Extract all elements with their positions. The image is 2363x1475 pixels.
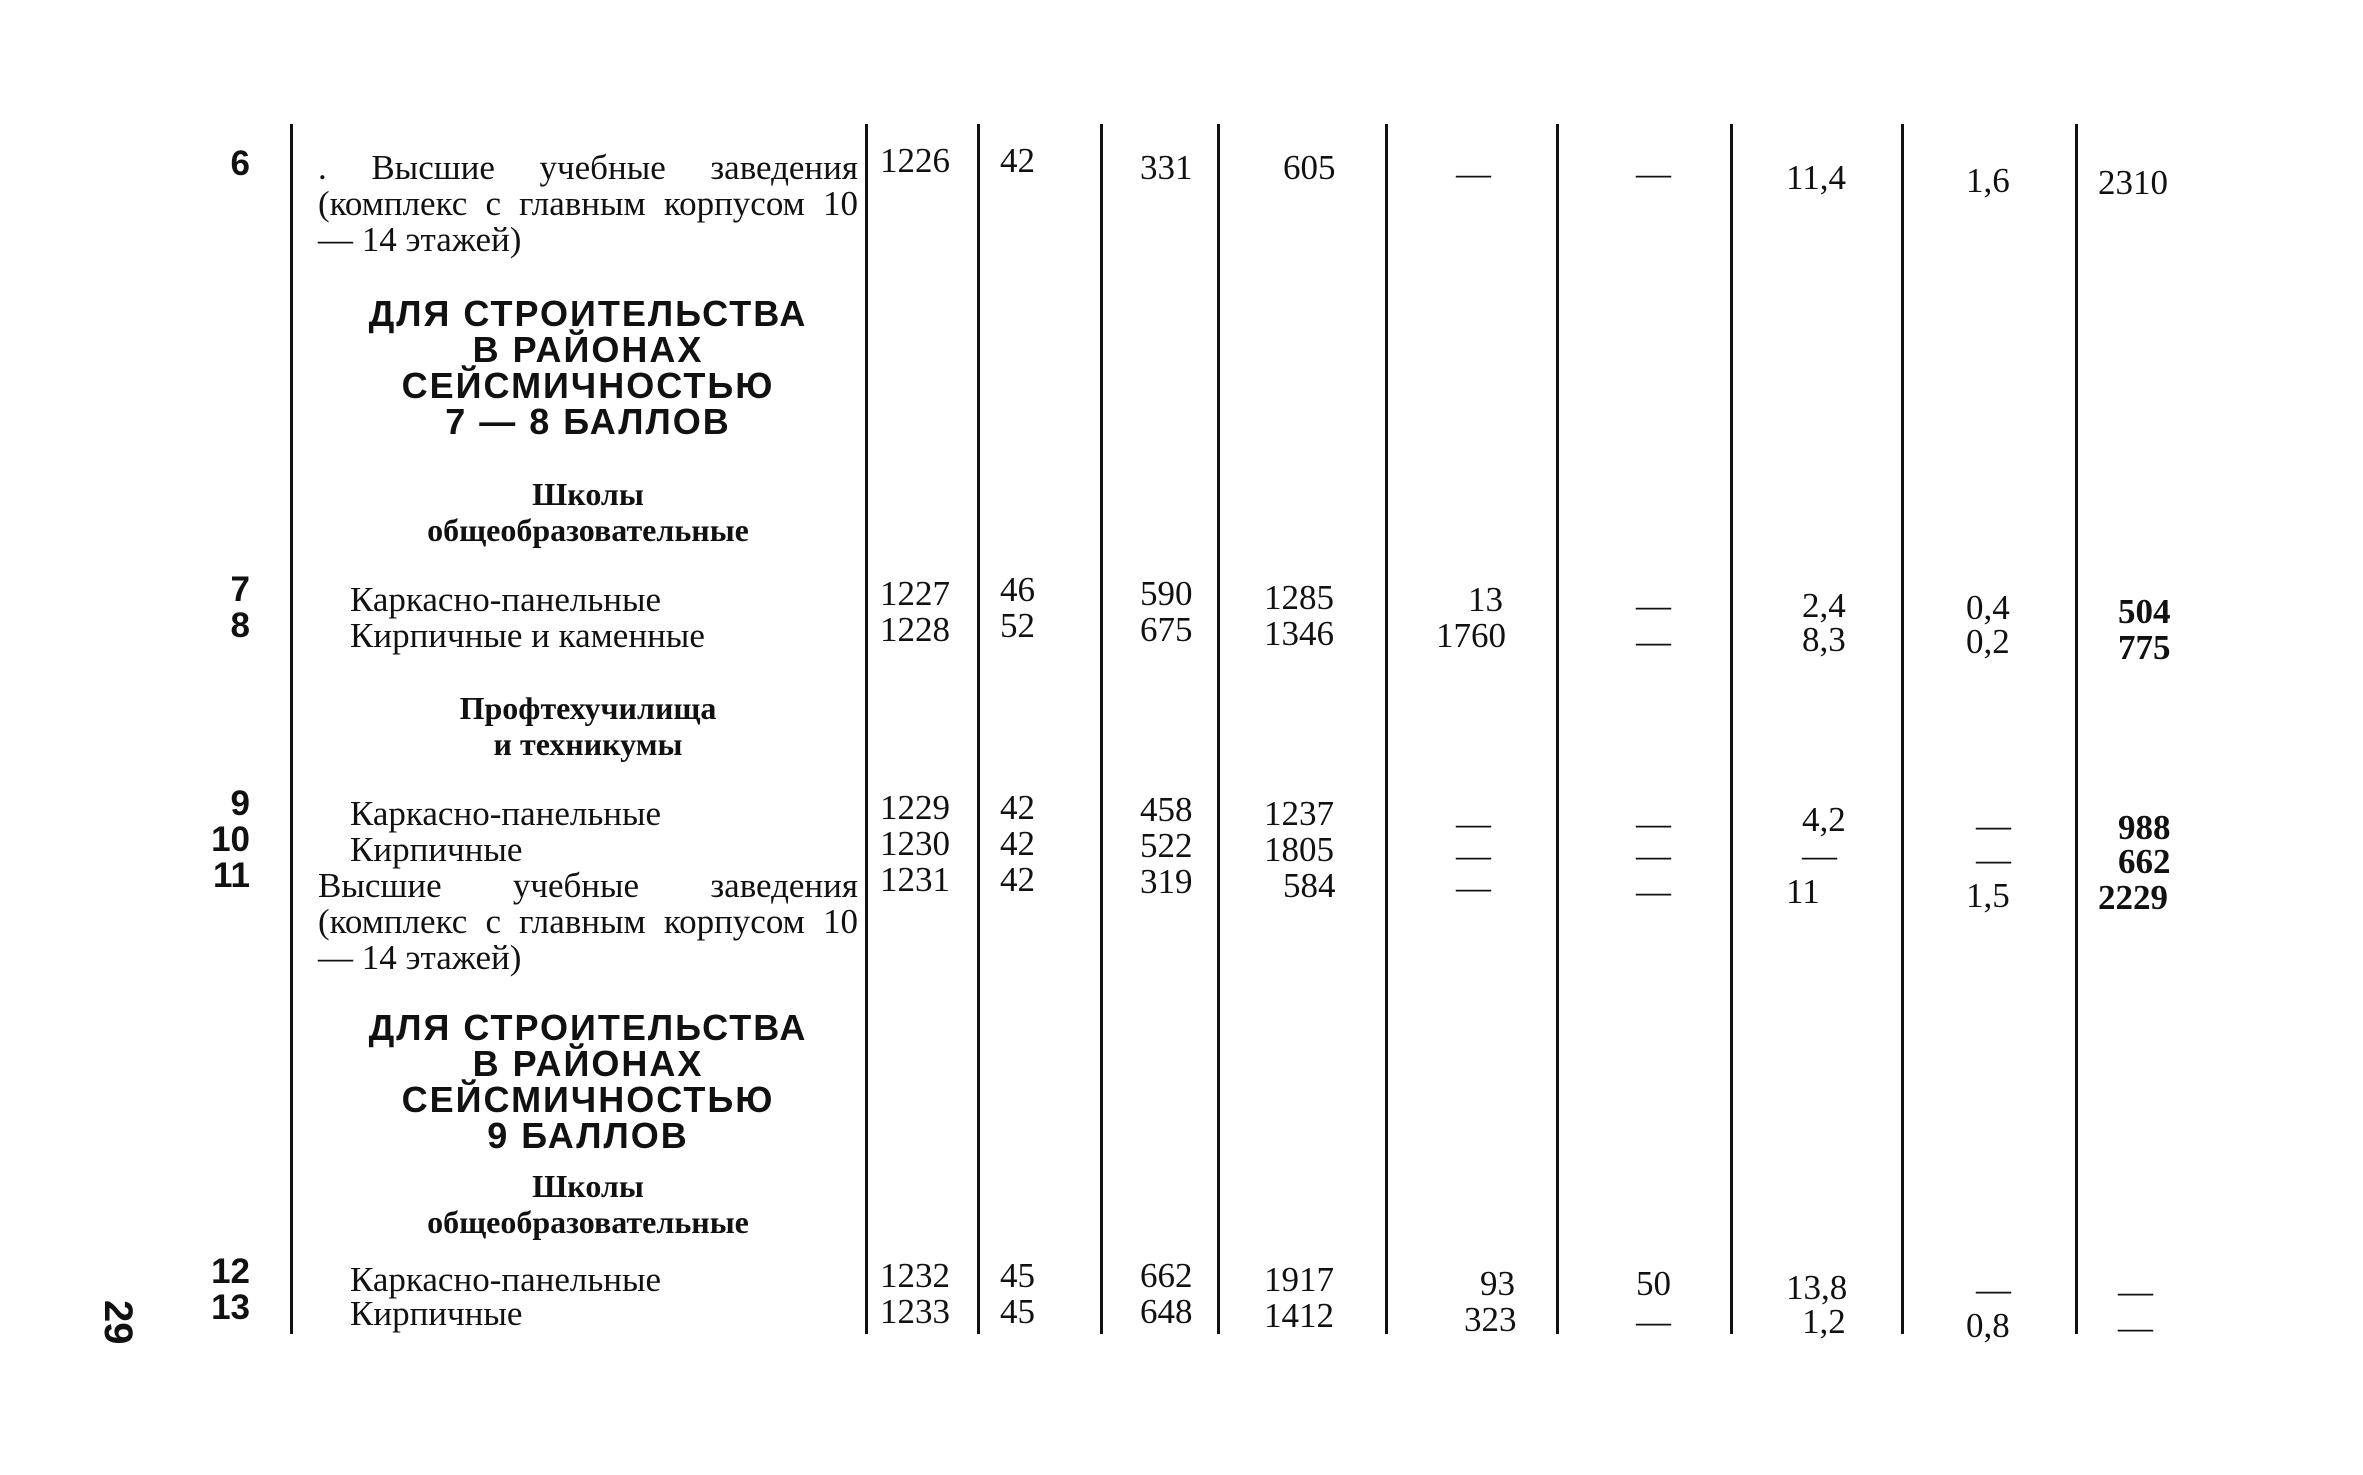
column-rule-10 [2075,124,2078,1334]
cell-c7: 11,4 [1786,158,1846,197]
cell-c9: 662 [2118,842,2171,881]
column-rule-3 [977,124,980,1334]
subheading-schools-2 [318,1168,858,1240]
cell-c3: 590 [1140,574,1193,613]
column-rule-1 [290,124,293,1334]
subheading-schools [318,476,858,548]
row-description: Каркасно-панельные [350,580,662,619]
cell-c5: 323 [1464,1300,1517,1339]
cell-c7: 4,2 [1802,800,1846,839]
cell-c2: 42 [1000,788,1035,827]
cell-c8: — [1976,806,2011,845]
cell-c1: 1233 [880,1292,950,1331]
cell-c1: 1228 [880,610,950,649]
row-number: 10 [211,820,250,859]
cell-c2: 46 [1000,570,1035,609]
cell-c4: 1346 [1264,614,1334,653]
cell-c2: 42 [1000,860,1035,899]
cell-c4: 1237 [1264,794,1334,833]
cell-c7: 2,4 [1802,586,1846,625]
row-description: Кирпичные [350,830,523,869]
cell-c5: — [1456,804,1491,843]
cell-c1: 1232 [880,1256,950,1295]
cell-c6: — [1636,154,1671,193]
heading-line: В РАЙОНАХ [472,329,704,370]
cell-c4: 605 [1283,148,1336,187]
cell-c4: 1805 [1264,830,1334,869]
cell-c9: 2229 [2098,878,2168,917]
subheading-line: Профтехучилища [459,690,717,726]
cell-c5: — [1456,836,1491,875]
cell-c6: — [1636,872,1671,911]
cell-c4: 1412 [1264,1296,1334,1335]
cell-c8: 0,8 [1966,1306,2010,1345]
column-rule-9 [1901,124,1904,1334]
row-description: . Высшие учебные заведения (комплекс с главным корпусом 10 — 14 этажей) [318,148,858,259]
cell-c8: — [1976,1270,2011,1309]
cell-c9: 988 [2118,808,2171,847]
cell-c3: 522 [1140,826,1193,865]
cell-c5: — [1456,868,1491,907]
heading-line: 9 БАЛЛОВ [487,1115,689,1156]
cell-c1: 1229 [880,788,950,827]
cell-c2: 45 [1000,1292,1035,1331]
cell-c7: 11 [1786,872,1820,911]
row-description: Кирпичные и каменные [350,616,705,655]
cell-c5: 1760 [1436,616,1506,655]
cell-c6: — [1636,804,1671,843]
page-number: 29 [96,1300,140,1345]
row-number: 9 [230,784,250,823]
cell-c2: 42 [1000,141,1035,180]
cell-c8: — [1976,840,2011,879]
cell-c4: 584 [1283,866,1336,905]
cell-c4: 1285 [1264,578,1334,617]
row-number: 13 [211,1288,250,1327]
subheading-line: Школы [532,1168,644,1204]
cell-c3: 648 [1140,1292,1193,1331]
cell-c3: 662 [1140,1256,1193,1295]
cell-c3: 675 [1140,610,1193,649]
row-number: 12 [211,1252,250,1291]
cell-c1: 1230 [880,824,950,863]
cell-c7: — [1802,836,1837,875]
row-description: Кирпичные [350,1294,523,1333]
cell-c9: 775 [2118,628,2171,667]
cell-c1: 1227 [880,574,950,613]
cell-c8: 1,6 [1966,161,2010,200]
cell-c8: 0,2 [1966,622,2010,661]
heading-line: СЕЙСМИЧНОСТЬЮ [401,1079,775,1120]
heading-line: ДЛЯ СТРОИТЕЛЬСТВА [368,1007,808,1048]
subheading-line: общеобразовательные [427,1204,749,1240]
column-rule-5 [1217,124,1220,1334]
row-number: 11 [213,856,250,895]
cell-c9: 504 [2118,592,2171,631]
column-rule-2 [865,124,868,1334]
column-rule-4 [1100,124,1103,1334]
heading-line: СЕЙСМИЧНОСТЬЮ [401,365,775,406]
cell-c5: 13 [1468,580,1503,619]
cell-c8: 1,5 [1966,876,2010,915]
subheading-line: Школы [532,476,644,512]
cell-c5: 93 [1480,1264,1515,1303]
cell-c5: — [1456,154,1491,193]
cell-c2: 52 [1000,606,1035,645]
cell-c7: 8,3 [1802,620,1846,659]
row-number: 6 [230,144,250,183]
cell-c3: 319 [1140,862,1193,901]
cell-c3: 331 [1140,148,1193,187]
subheading-line: и техникумы [493,726,683,762]
cell-c9: — [2118,1308,2153,1347]
subheading-line: общеобразовательные [427,512,749,548]
column-rule-6 [1385,124,1388,1334]
row-description: Каркасно-панельные [350,1260,662,1299]
row-number: 7 [230,570,250,609]
cell-c2: 45 [1000,1256,1035,1295]
cell-c6: — [1636,622,1671,661]
row-description: Каркасно-панельные [350,794,662,833]
cell-c6: — [1636,586,1671,625]
section-heading-seismic-9 [318,1007,858,1156]
cell-c2: 42 [1000,824,1035,863]
cell-c9: 2310 [2098,163,2168,202]
cell-c1: 1226 [880,141,950,180]
cell-c6: 50 [1636,1264,1671,1303]
subheading-vocational [318,690,858,762]
row-description: Высшие учебные заведения (комплекс с главным корпусом 10 — 14 этажей) [318,866,858,977]
column-rule-7 [1556,124,1559,1334]
heading-line: ДЛЯ СТРОИТЕЛЬСТВА [368,293,808,334]
row-number: 8 [230,606,250,645]
cell-c6: — [1636,836,1671,875]
cell-c7: 1,2 [1802,1302,1846,1341]
cell-c6: — [1636,1302,1671,1341]
column-rule-8 [1730,124,1733,1334]
cell-c4: 1917 [1264,1260,1334,1299]
heading-line: В РАЙОНАХ [472,1043,704,1084]
cell-c1: 1231 [880,860,950,899]
section-heading-seismic-7-8 [318,293,858,442]
cell-c9: — [2118,1272,2153,1311]
heading-line: 7 — 8 БАЛЛОВ [445,401,731,442]
cell-c3: 458 [1140,790,1193,829]
cell-c8: 0,4 [1966,588,2010,627]
cell-c7: 13,8 [1786,1268,1848,1307]
